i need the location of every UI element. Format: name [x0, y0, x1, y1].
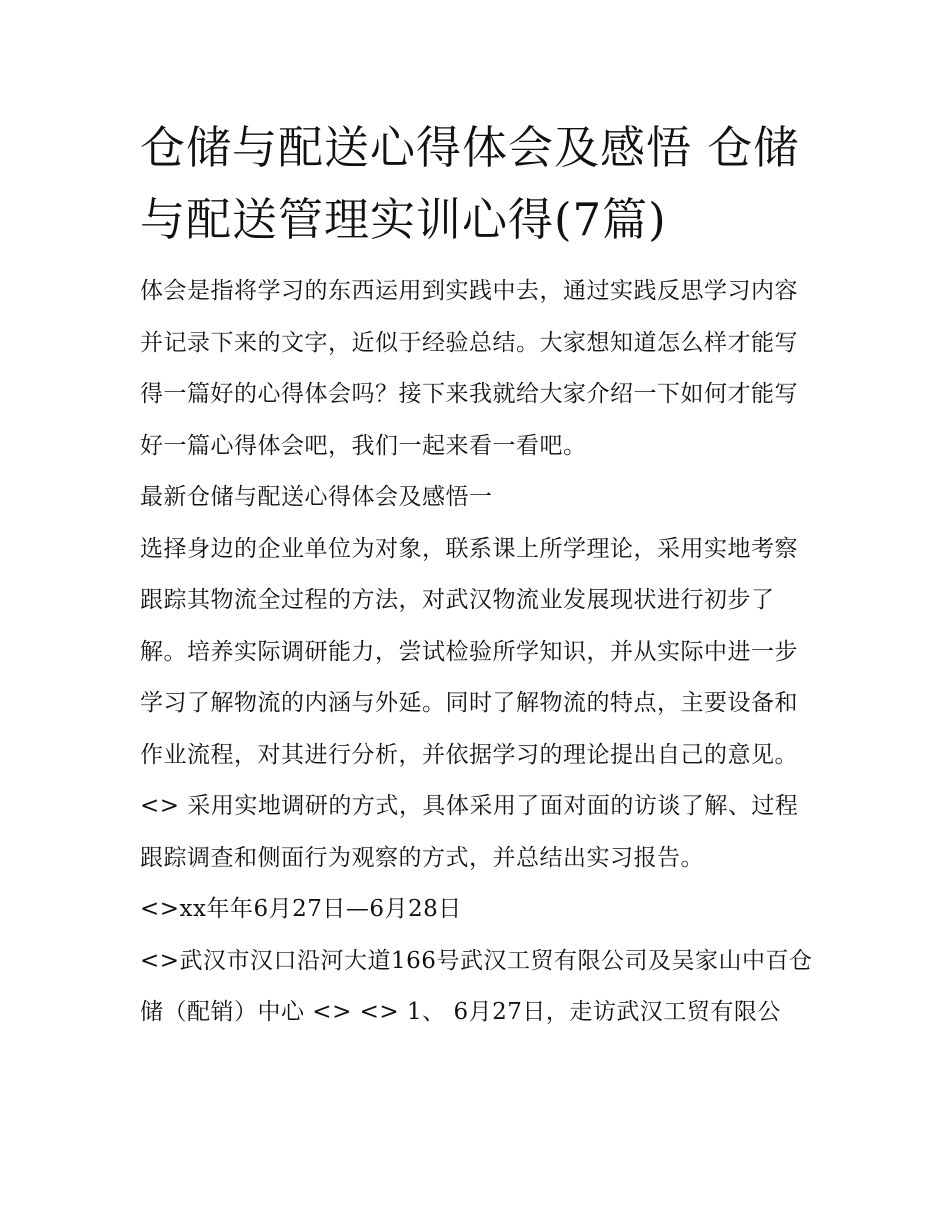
document-page — [140, 112, 820, 1039]
body-paragraph: <>武汉市汉口沿河大道166号武汉工贸有限公司及吴家山中百仓储（配销）中心 <> <> 1、 6月27日，走访武汉工贸有限公 — [140, 947, 813, 1025]
intro-paragraph: 体会是指将学习的东西运用到实践中去，通过实践反思学习内容并记录下来的文字，近似于经验总结。大家想知道怎么样才能写得一篇好的心得体会吗？接下来我就给大家介绍一下如何才能写好一篇心得体会吧，我们一起来看一看吧。 — [140, 278, 798, 459]
section-heading: 最新仓储与配送心得体会及感悟一 — [140, 484, 493, 510]
document-title: 仓储与配送心得体会及感悟 仓储与配送管理实训心得(7篇) — [140, 121, 800, 246]
body-paragraph: <>xx年年6月27日—6月28日 — [140, 896, 462, 922]
body-paragraph: <> 采用实地调研的方式，具体采用了面对面的访谈了解、过程跟踪调查和侧面行为观察的方式，并总结出实习报告。 — [140, 793, 799, 871]
body-paragraph: 选择身边的企业单位为对象，联系课上所学理论，采用实地考察跟踪其物流全过程的方法，对武汉物流业发展现状进行初步了解。培养实际调研能力，尝试检验所学知识，并从实际中进一步学习了解物流的内涵与外延。同时了解物流的特点，主要设备和作业流程，对其进行分析，并依据学习的理论提出自己的意见。 — [140, 535, 798, 768]
